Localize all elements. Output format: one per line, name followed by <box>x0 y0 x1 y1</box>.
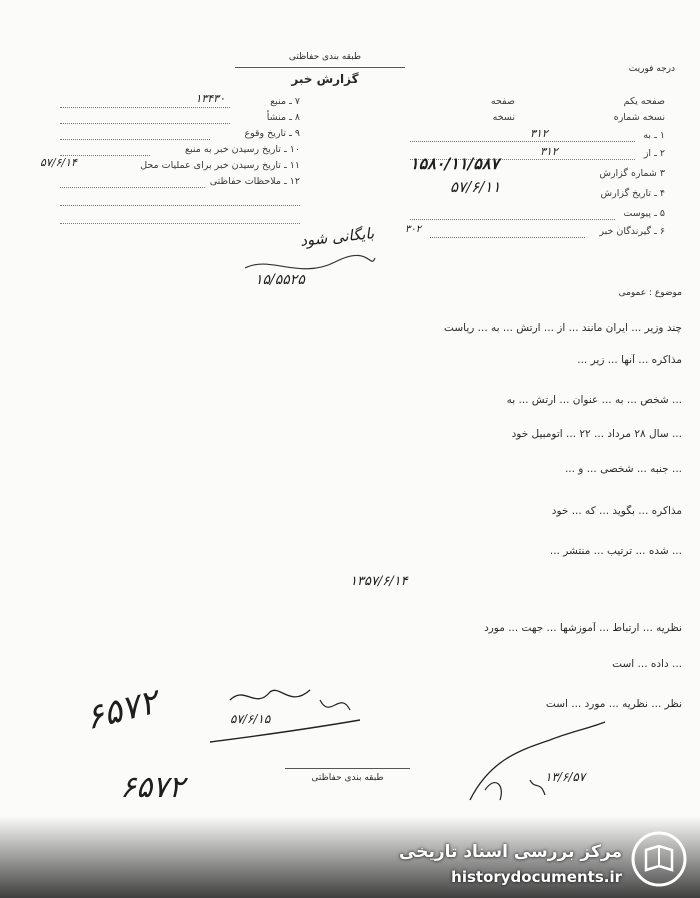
signature-mark <box>200 680 370 760</box>
right-field-label: ۳ شماره گزارش <box>599 168 665 179</box>
signature-date: ۵۷/۶/۱۵ <box>230 712 271 726</box>
right-field-label: صفحه یکم <box>623 96 665 107</box>
left-field-label: ۷ ـ منبع <box>270 96 300 107</box>
right-field-label: ۲ ـ از <box>643 148 665 159</box>
right-field-value: ۳۰۲ <box>405 224 422 235</box>
body-line: مذاکره ... آنها ... زیر ... <box>577 354 682 366</box>
left-field-line <box>60 186 205 188</box>
right-field-label: ۴ ـ تاریخ گزارش <box>600 188 665 199</box>
left-field-label: ۱۱ ـ تاریخ رسیدن خبر برای عملیات محل <box>140 160 300 171</box>
left-field-line <box>60 106 230 108</box>
left-field-label: ۸ ـ منشأ <box>266 112 300 123</box>
handwritten-number: ۶۵۷۲ <box>120 770 185 805</box>
bottom-date: ۱۳/۶/۵۷ <box>545 770 586 784</box>
report-title: گزارش خبر <box>291 72 359 86</box>
body-date: ۱۳۵۷/۶/۱۴ <box>350 574 408 589</box>
body-line: نظریه ... ارتباط ... آموزشها ... جهت ... مورد <box>484 622 682 634</box>
footer-rule <box>285 768 410 769</box>
body-line: مذاکره ... بگوید ... که ... خود <box>551 505 682 517</box>
left-field-line <box>60 138 210 140</box>
stamp-scribble <box>240 250 380 290</box>
subject-line: موضوع : عمومی <box>618 288 682 298</box>
body-line: ... شده ... ترتیب ... منتشر ... <box>549 545 682 557</box>
left-field-label: ۱۲ ـ ملاحظات حفاظتی <box>209 176 300 187</box>
right-field-value: ۳۱۲ <box>530 127 548 140</box>
left-field-line <box>60 122 230 124</box>
body-line: ... شخص ... به ... عنوان ... ارتش ... به <box>506 394 682 406</box>
left-field-line <box>60 222 300 224</box>
right-field-value: ۱۵۸۰/۱۱/۵۸۷ <box>410 154 500 173</box>
left-field-label: ۱۰ ـ تاریخ رسیدن خبر به منبع <box>185 144 300 155</box>
right-field-label: ۱ ـ به <box>643 130 665 141</box>
right-field-value: ۵۷/۶/۱۱ <box>450 178 501 196</box>
right-field-line <box>410 140 635 142</box>
watermark-title: مرکز بررسی اسناد تاریخی <box>399 842 622 862</box>
header-rule <box>235 67 405 68</box>
watermark-band <box>0 816 700 898</box>
right-field-label: نسخه شماره <box>613 112 665 123</box>
left-field-line <box>60 204 300 206</box>
classification-bottom: طبقه بندی حفاظتی <box>311 773 384 783</box>
classification-top: طبقه بندی حفاظتی <box>288 52 362 62</box>
grade-label: درجه فوریت <box>628 64 675 74</box>
body-line: ... داده ... است <box>612 658 682 670</box>
left-field-value: ۱۳۴۳۰ <box>195 92 225 105</box>
right-field-line <box>410 218 615 220</box>
body-line: نظر ... نظریه ... مورد ... است <box>545 698 682 710</box>
right-field-value: ۳۱۲ <box>540 145 558 158</box>
watermark-url: historydocuments.ir <box>451 868 622 886</box>
left-field-value: ۵۷/۶/۱۴ <box>40 156 77 169</box>
body-line: ... سال ۲۸ مرداد ... ۲۲ ... اتومبیل خود <box>511 428 682 440</box>
handwritten-number: ۶۵۷۲ <box>81 681 162 739</box>
right-field-label: ۵ ـ پیوست <box>623 208 665 219</box>
right-field-value: نسخه <box>492 112 515 123</box>
archive-note: بایگانی شود <box>299 224 375 250</box>
right-field-line <box>430 236 585 238</box>
bottom-signature <box>460 720 610 815</box>
left-field-label: ۹ ـ تاریخ وقوع <box>244 128 300 139</box>
body-line: ... جنبه ... شخصی ... و ... <box>564 463 682 475</box>
right-field-label: ۶ ـ گیرندگان خبر <box>599 226 665 237</box>
right-field-value: صفحه <box>490 96 515 107</box>
body-line: چند وزیر ... ایران مانند ... از ... ارتش ... به ... ریاست <box>444 322 682 334</box>
stamp-number: ۱۵/۵۵۲۵ <box>255 272 305 288</box>
book-logo-icon <box>630 830 688 888</box>
